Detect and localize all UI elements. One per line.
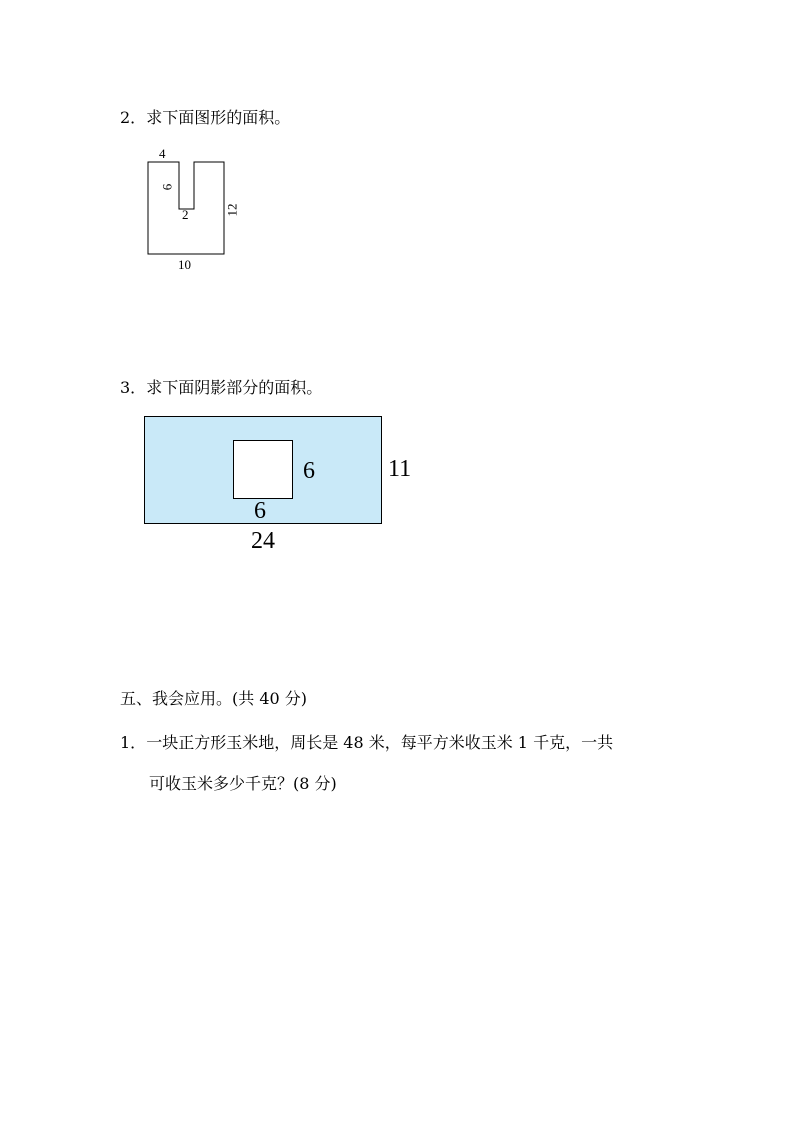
q2-label-notch-width: 2 — [182, 207, 189, 222]
section5-q1-text-line1: 一块正方形玉米地，周长是 48 米，每平方米收玉米 1 千克，一共 — [146, 733, 614, 752]
q2-label-bottom: 10 — [178, 257, 191, 272]
q2-label-notch-depth: 6 — [159, 183, 175, 191]
q3-number: 3． — [120, 378, 147, 397]
q3-label-outer-bottom: 24 — [251, 528, 275, 554]
q2-label-right: 12 — [224, 203, 240, 217]
q2-label-top: 4 — [159, 146, 166, 161]
q3-inner-square — [234, 441, 293, 499]
q3-label-inner-right: 6 — [303, 458, 315, 484]
q2-number: 2． — [120, 108, 147, 127]
section5-q1-line2: 可收玉米多少千克？(8 分) — [149, 774, 337, 793]
q3-text: 求下面阴影部分的面积。 — [146, 378, 323, 397]
q3-label-outer-right: 11 — [388, 456, 412, 482]
section5-q1-number: 1． — [120, 733, 147, 752]
q3-label-inner-bottom: 6 — [254, 498, 266, 524]
q2-text: 求下面图形的面积。 — [146, 108, 291, 127]
section5-heading: 五、我会应用。(共 40 分) — [120, 689, 308, 708]
section5-q1-line1 — [120, 733, 613, 753]
